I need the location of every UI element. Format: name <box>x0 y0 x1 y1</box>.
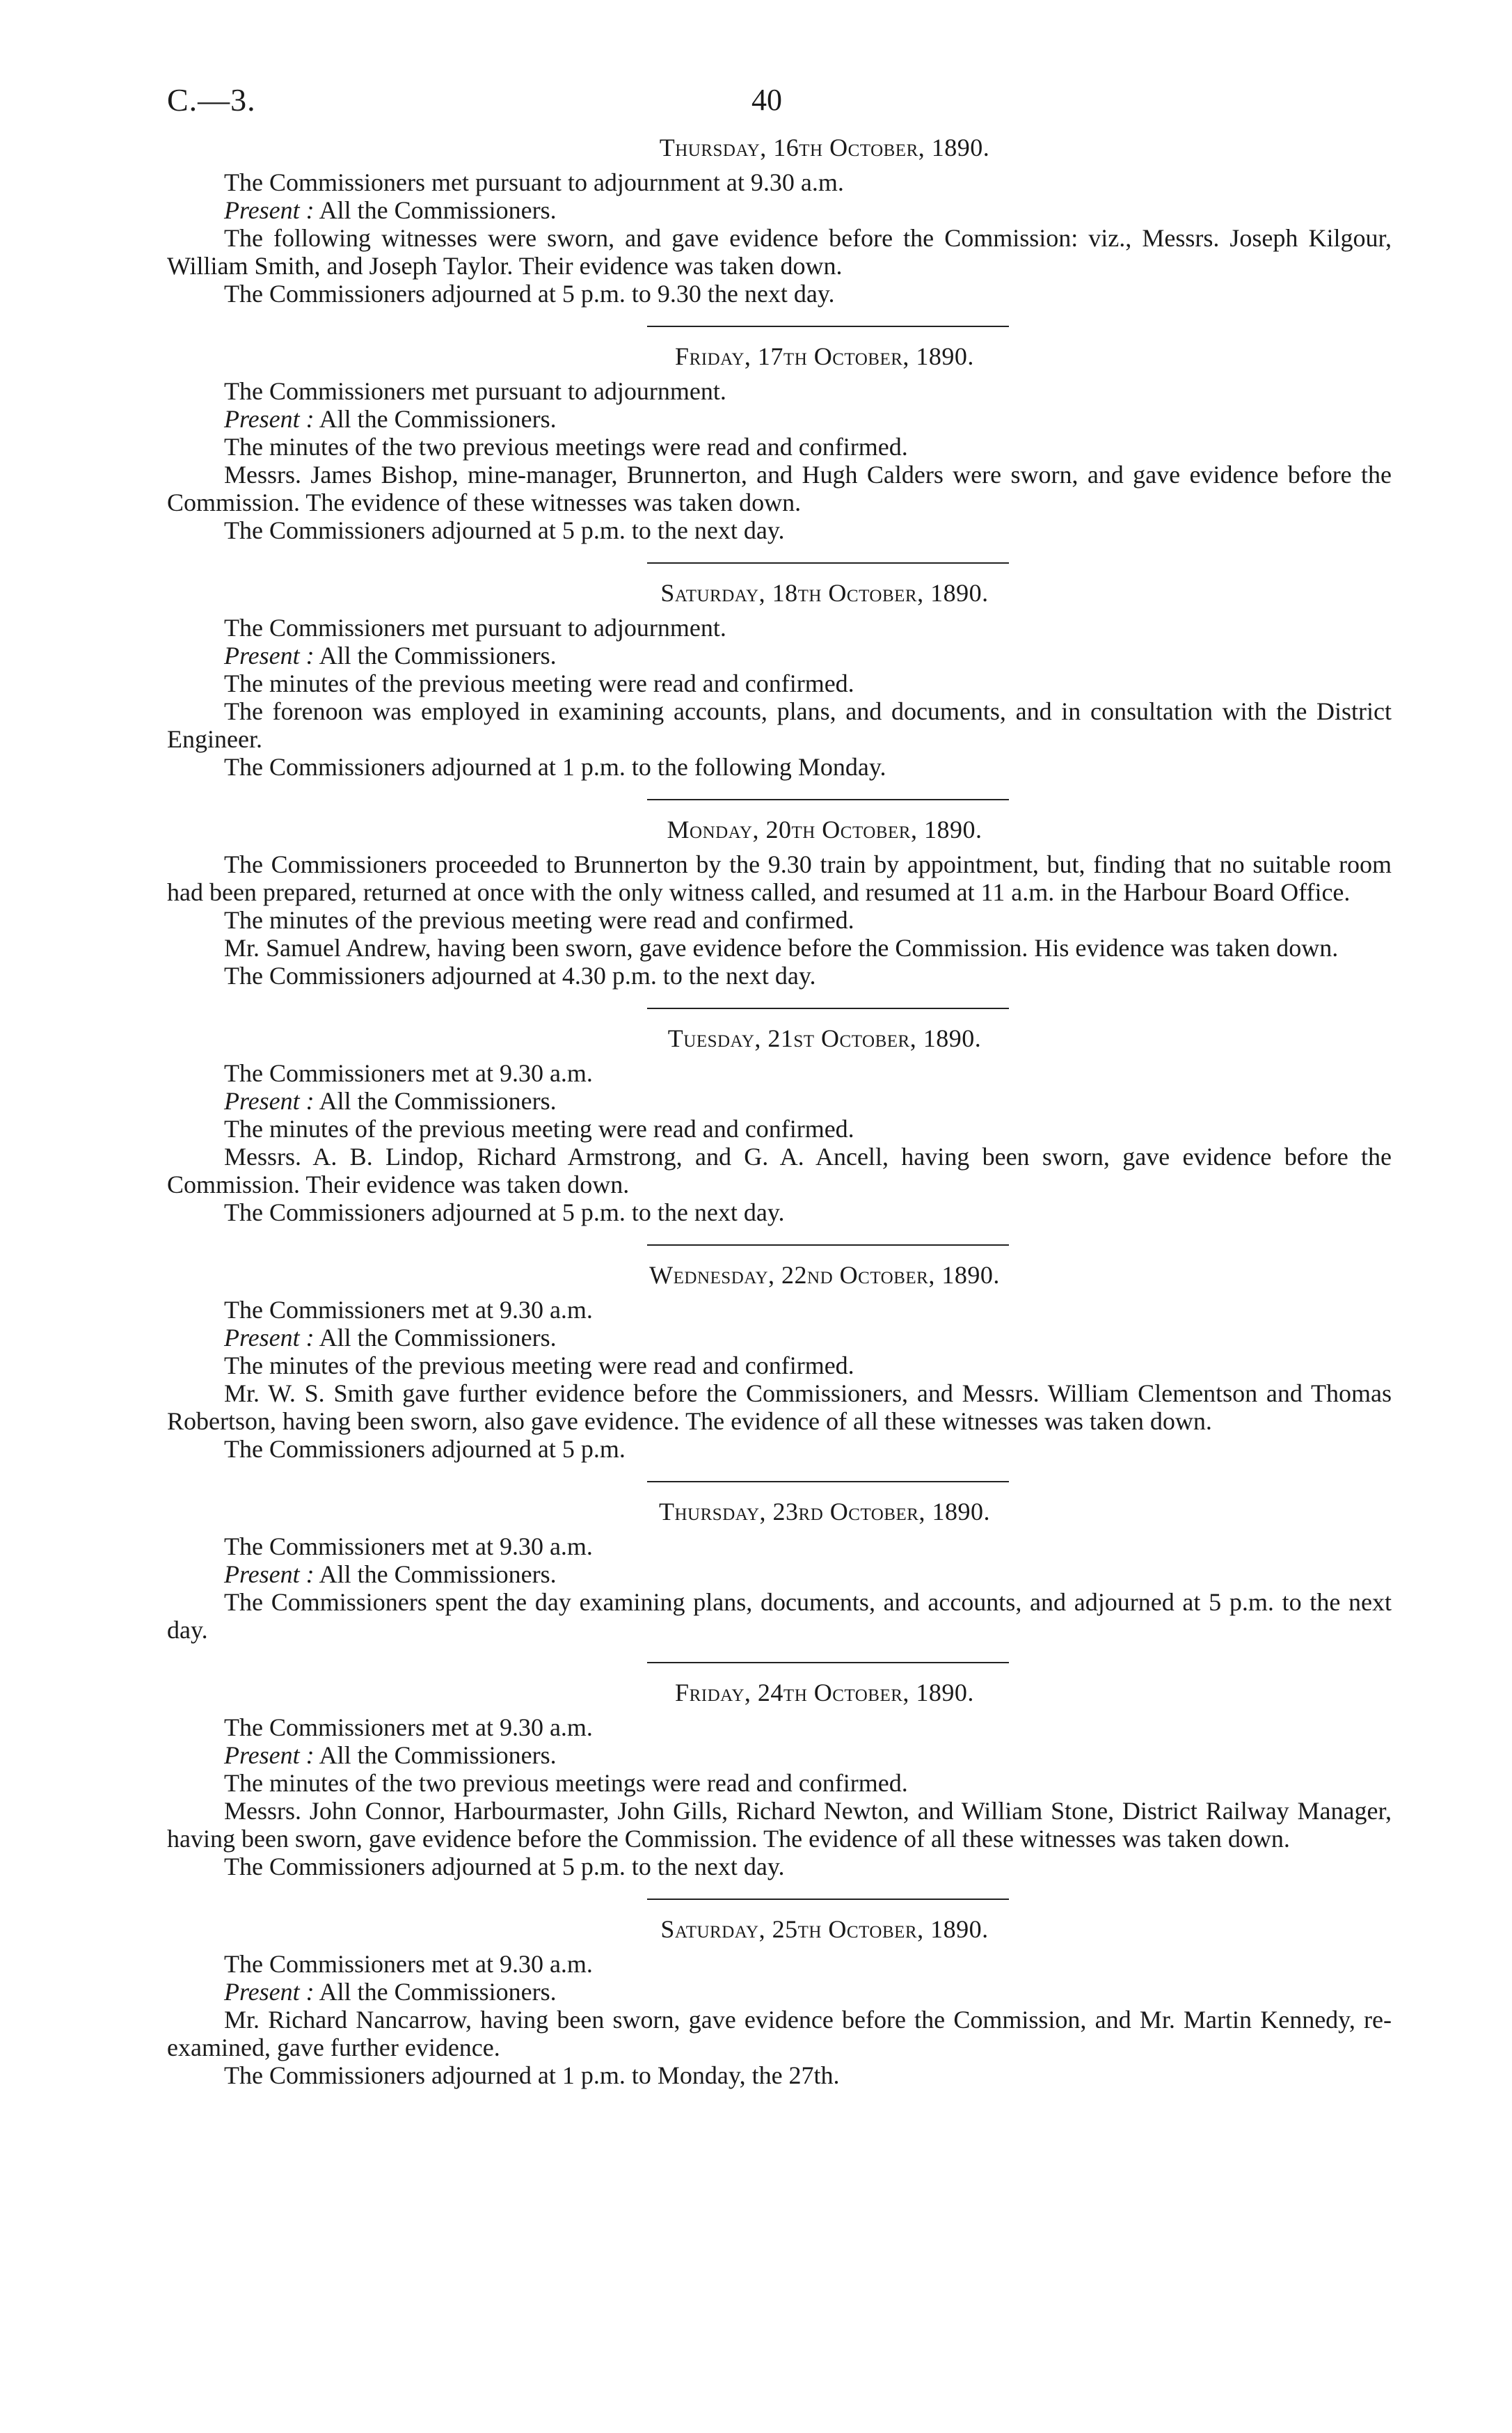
present-line <box>167 642 1392 669</box>
present-line <box>167 1560 1392 1588</box>
present-label: Present : <box>224 642 315 669</box>
entry-paragraph: The Commissioners met pursuant to adjournment at 9.30 a.m. <box>224 168 844 196</box>
entry-paragraph: The Commissioners adjourned at 5 p.m. to the next day. <box>224 516 785 544</box>
entry-paragraph: The minutes of the two previous meetings were read and confirmed. <box>224 433 908 461</box>
entry-paragraph: Mr. Samuel Andrew, having been sworn, gave evidence before the Commission. His evidence was taken down. <box>224 934 1339 962</box>
present-value: All the Commissioners. <box>319 1324 557 1352</box>
minutes-entry <box>167 579 1392 781</box>
minutes-entry <box>167 1498 1392 1644</box>
document-page <box>167 77 1392 2089</box>
present-value: All the Commissioners. <box>319 405 557 433</box>
entry-paragraph: Messrs. A. B. Lindop, Richard Armstrong, and G. A. Ancell, having been sworn, gave evidence before the Commission. Their evidence was taken down. <box>167 1143 1392 1198</box>
present-line <box>167 1741 1392 1769</box>
entry-paragraph: The Commissioners spent the day examining plans, documents, and accounts, and adjourned at 5 p.m. to the next day. <box>167 1588 1392 1644</box>
entry-date: Saturday, 25th October, 1890. <box>660 1915 989 1943</box>
present-value: All the Commissioners. <box>319 1560 557 1588</box>
section-divider <box>647 1899 1009 1900</box>
present-label: Present : <box>224 1324 315 1352</box>
entry-date: Thursday, 16th October, 1890. <box>659 134 990 161</box>
entry-paragraph: Messrs. John Connor, Harbourmaster, John Gills, Richard Newton, and William Stone, District Railway Manager, having been sworn, gave evidence before the Commission. The evidence of all these witnesses was taken down. <box>167 1797 1392 1853</box>
present-line <box>167 405 1392 433</box>
section-divider <box>647 1481 1009 1482</box>
entry-paragraph: The Commissioners met at 9.30 a.m. <box>224 1296 593 1324</box>
entry-paragraph: The Commissioners adjourned at 1 p.m. to Monday, the 27th. <box>224 2061 840 2089</box>
present-line <box>167 1087 1392 1115</box>
entry-date: Tuesday, 21st October, 1890. <box>667 1024 982 1052</box>
present-line <box>167 1978 1392 2006</box>
entry-date: Friday, 24th October, 1890. <box>675 1679 974 1706</box>
present-line <box>167 1324 1392 1352</box>
entry-paragraph: The Commissioners met at 9.30 a.m. <box>224 1950 593 1978</box>
present-label: Present : <box>224 405 315 433</box>
page-reference: C.—3. <box>167 82 256 118</box>
section-divider <box>647 799 1009 800</box>
present-line <box>167 196 1392 224</box>
entry-paragraph: The minutes of the previous meeting were read and confirmed. <box>224 669 854 697</box>
minutes-entry <box>167 1024 1392 1226</box>
entry-paragraph: The Commissioners adjourned at 1 p.m. to the following Monday. <box>224 753 886 781</box>
minutes-entry <box>167 1261 1392 1463</box>
entry-date: Friday, 17th October, 1890. <box>675 342 974 370</box>
minutes-entry <box>167 342 1392 544</box>
minutes-entry <box>167 816 1392 990</box>
entry-paragraph: The Commissioners adjourned at 5 p.m. <box>224 1435 626 1463</box>
entry-date: Saturday, 18th October, 1890. <box>660 579 989 607</box>
present-value: All the Commissioners. <box>319 1978 557 2006</box>
entry-paragraph: Mr. Richard Nancarrow, having been sworn, gave evidence before the Commission, and Mr. Martin Kennedy, re-examined, gave further evidence. <box>167 2006 1392 2061</box>
present-value: All the Commissioners. <box>319 1087 557 1115</box>
entry-paragraph: The Commissioners met pursuant to adjournment. <box>224 377 726 405</box>
entry-paragraph: The minutes of the previous meeting were read and confirmed. <box>224 1352 854 1379</box>
entry-paragraph: The minutes of the previous meeting were read and confirmed. <box>224 1115 854 1143</box>
present-label: Present : <box>224 1741 315 1769</box>
section-divider <box>647 562 1009 564</box>
present-value: All the Commissioners. <box>319 196 557 224</box>
page-number: 40 <box>751 83 782 117</box>
entry-paragraph: Mr. W. S. Smith gave further evidence before the Commissioners, and Messrs. William Clementson and Thomas Robertson, having been sworn, also gave evidence. The evidence of all these witnesses was taken down. <box>167 1379 1392 1435</box>
entry-paragraph: The Commissioners adjourned at 5 p.m. to 9.30 the next day. <box>224 280 835 308</box>
entry-paragraph: The Commissioners adjourned at 5 p.m. to the next day. <box>224 1198 785 1226</box>
entry-paragraph: The Commissioners met at 9.30 a.m. <box>224 1059 593 1087</box>
entry-paragraph: The Commissioners met at 9.30 a.m. <box>224 1713 593 1741</box>
present-label: Present : <box>224 1560 315 1588</box>
present-value: All the Commissioners. <box>319 642 557 669</box>
section-divider <box>647 1662 1009 1663</box>
entry-paragraph: The Commissioners adjourned at 5 p.m. to the next day. <box>224 1853 785 1880</box>
entry-paragraph: The Commissioners met at 9.30 a.m. <box>224 1532 593 1560</box>
page-header <box>167 77 1392 125</box>
present-label: Present : <box>224 1087 315 1115</box>
minutes-entry <box>167 1679 1392 1880</box>
entry-paragraph: The Commissioners proceeded to Brunnerton by the 9.30 train by appointment, but, finding that no suitable room had been prepared, returned at once with the only witness called, and resumed at 11 a.m. in the Harbour Board Office. <box>167 850 1392 906</box>
section-divider <box>647 1244 1009 1246</box>
entry-date: Wednesday, 22nd October, 1890. <box>649 1261 1000 1289</box>
entry-paragraph: The forenoon was employed in examining accounts, plans, and documents, and in consultation with the District Engineer. <box>167 697 1392 753</box>
present-label: Present : <box>224 1978 315 2006</box>
entry-date: Thursday, 23rd October, 1890. <box>659 1498 990 1525</box>
section-divider <box>647 326 1009 327</box>
entry-paragraph: The following witnesses were sworn, and gave evidence before the Commission: viz., Messrs. Joseph Kilgour, William Smith, and Joseph Taylor. Their evidence was taken down. <box>167 224 1392 280</box>
entry-paragraph: The Commissioners met pursuant to adjournment. <box>224 614 726 642</box>
entry-paragraph: The Commissioners adjourned at 4.30 p.m. to the next day. <box>224 962 816 990</box>
entry-date: Monday, 20th October, 1890. <box>667 816 982 843</box>
section-divider <box>647 1008 1009 1009</box>
present-label: Present : <box>224 196 315 224</box>
present-value: All the Commissioners. <box>319 1741 557 1769</box>
entry-paragraph: The minutes of the two previous meetings were read and confirmed. <box>224 1769 908 1797</box>
entry-paragraph: Messrs. James Bishop, mine-manager, Brunnerton, and Hugh Calders were sworn, and gave evidence before the Commission. The evidence of these witnesses was taken down. <box>167 461 1392 516</box>
entry-paragraph: The minutes of the previous meeting were read and confirmed. <box>224 906 854 934</box>
minutes-entry <box>167 134 1392 308</box>
minutes-entry <box>167 1915 1392 2089</box>
